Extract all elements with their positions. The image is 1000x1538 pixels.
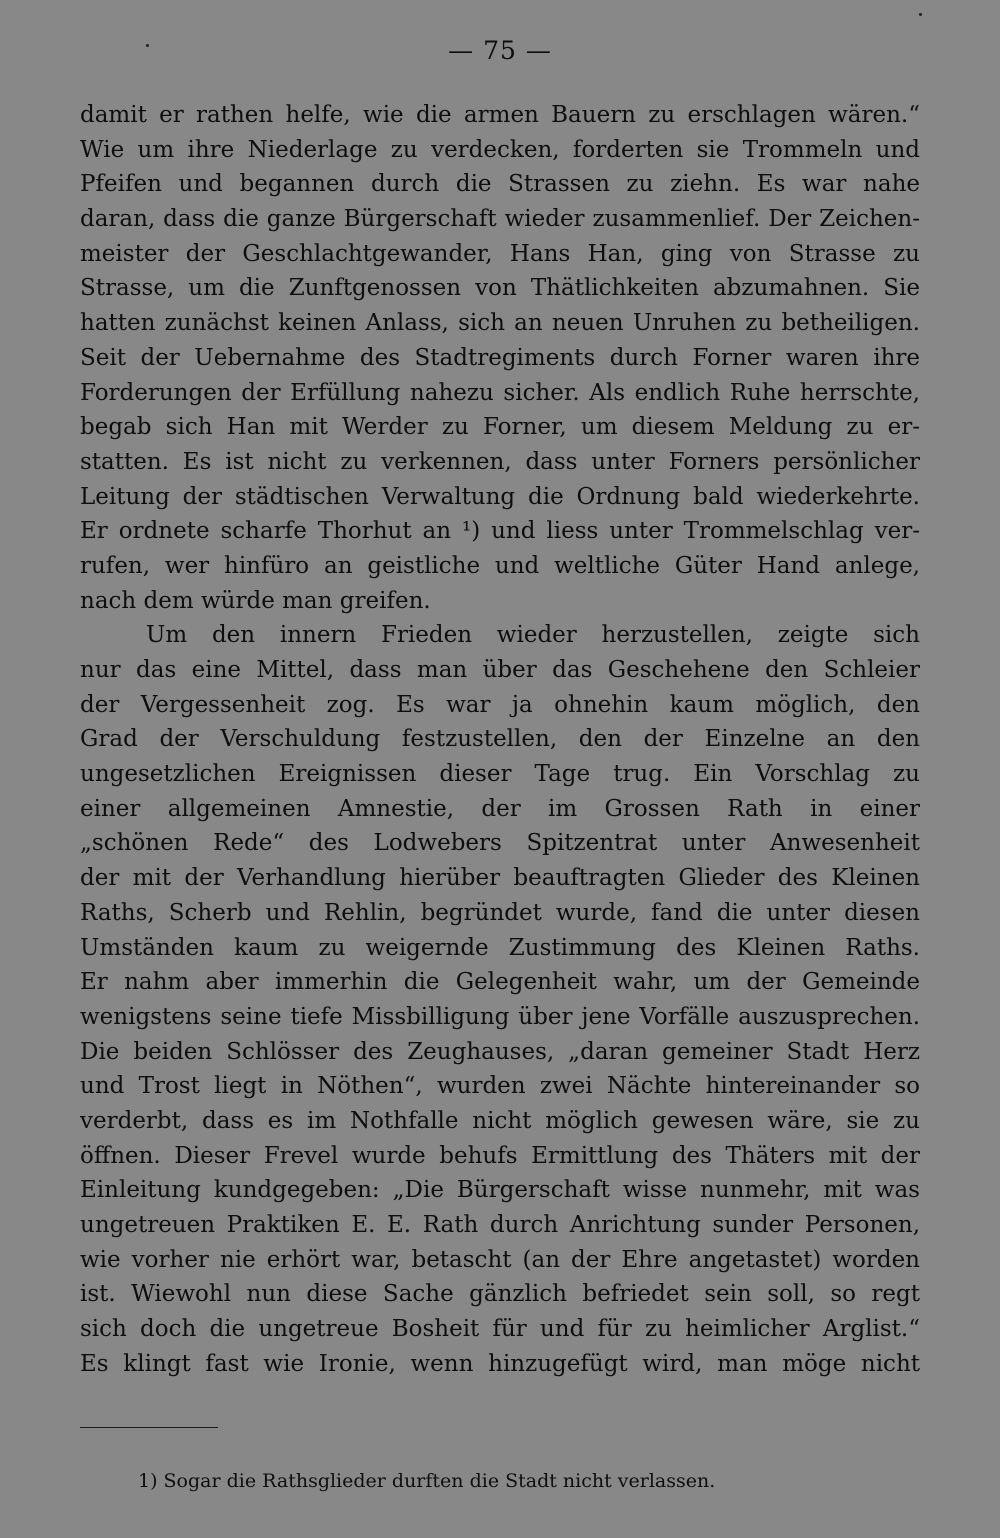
text-line: und Trost liegt in Nöthen“, wurden zwei Nächte hintereinander so — [80, 1073, 920, 1100]
text-line: Einleitung kundgegeben: „Die Bürgerschaft wisse nunmehr, mit was — [80, 1177, 920, 1204]
text-line: Pfeifen und begannen durch die Strassen zu ziehn. Es war nahe — [80, 171, 920, 198]
text-line: Umständen kaum zu weigernde Zustimmung des Kleinen Raths. — [80, 934, 920, 961]
text-line: nur das eine Mittel, dass man über das Geschehene den Schleier — [80, 657, 920, 683]
text-line: sich doch die ungetreue Bosheit für und für zu heimlicher Arglist.“ — [80, 1316, 920, 1343]
scan-speck — [919, 13, 922, 16]
text-line: rufen, wer hinfüro an geistliche und weltliche Güter Hand anlege, — [80, 552, 920, 579]
text-line: damit er rathen helfe, wie die armen Bauern zu erschlagen wären.“ — [80, 102, 920, 128]
footnote: 1) Sogar die Rathsglieder durften die Stadt nicht verlassen. — [138, 1470, 716, 1492]
text-line: Leitung der städtischen Verwaltung die Ordnung bald wiederkehrte. — [80, 483, 920, 510]
text-line: wie vorher nie erhört war, betascht (an der Ehre angetastet) worden — [80, 1246, 920, 1273]
text-line: Seit der Uebernahme des Stadtregiments durch Forner waren ihre — [80, 344, 920, 371]
text-line: Wie um ihre Niederlage zu verdecken, forderten sie Trommeln und — [80, 136, 920, 163]
body-text — [80, 98, 920, 1381]
text-line: ungesetzlichen Ereignissen dieser Tage trug. Ein Vorschlag zu — [80, 761, 920, 788]
text-line: daran, dass die ganze Bürgerschaft wieder zusammenlief. Der Zeichen- — [80, 206, 920, 233]
text-line: Um den innern Frieden wieder herzustellen, zeigte sich — [146, 622, 920, 649]
text-line: ist. Wiewohl nun diese Sache gänzlich befriedet sein soll, so regt — [80, 1281, 920, 1308]
scan-speck — [146, 44, 149, 47]
text-line: der Vergessenheit zog. Es war ja ohnehin kaum möglich, den — [80, 691, 920, 718]
text-line: statten. Es ist nicht zu verkennen, dass unter Forners persönlicher — [80, 448, 920, 475]
text-line: verderbt, dass es im Nothfalle nicht möglich gewesen wäre, sie zu — [80, 1107, 920, 1134]
text-line: hatten zunächst keinen Anlass, sich an neuen Unruhen zu betheiligen. — [80, 310, 920, 337]
text-line: meister der Geschlachtgewander, Hans Han, ging von Strasse zu — [80, 240, 920, 267]
text-line: ungetreuen Praktiken E. E. Rath durch Anrichtung sunder Personen, — [80, 1212, 920, 1238]
text-line: „schönen Rede“ des Lodwebers Spitzentrat unter Anwesenheit — [80, 830, 920, 857]
text-line: begab sich Han mit Werder zu Forner, um diesem Meldung zu er- — [80, 414, 920, 441]
text-line: Es klingt fast wie Ironie, wenn hinzugefügt wird, man möge nicht — [80, 1350, 920, 1377]
page-number: — 75 — — [448, 36, 552, 65]
text-line: nach dem würde man greifen. — [80, 587, 431, 614]
text-line: einer allgemeinen Amnestie, der im Grossen Rath in einer — [80, 795, 920, 822]
text-line: Forderungen der Erfüllung nahezu sicher. Als endlich Ruhe herrschte, — [80, 379, 920, 406]
text-line: Er nahm aber immerhin die Gelegenheit wahr, um der Gemeinde — [80, 969, 920, 996]
text-line: Die beiden Schlösser des Zeughauses, „daran gemeiner Stadt Herz — [80, 1038, 920, 1065]
text-line: Grad der Verschuldung festzustellen, den der Einzelne an den — [80, 726, 920, 753]
text-line: Er ordnete scharfe Thorhut an ¹) und liess unter Trommelschlag ver- — [80, 518, 920, 545]
text-line: wenigstens seine tiefe Missbilligung über jene Vorfälle auszusprechen. — [80, 1003, 920, 1030]
footnote-divider — [80, 1427, 218, 1428]
text-line: Raths, Scherb und Rehlin, begründet wurde, fand die unter diesen — [80, 899, 920, 926]
text-line: Strasse, um die Zunftgenossen von Thätlichkeiten abzumahnen. Sie — [80, 275, 920, 302]
text-line: der mit der Verhandlung hierüber beauftragten Glieder des Kleinen — [80, 865, 920, 892]
text-line: öffnen. Dieser Frevel wurde behufs Ermittlung des Thäters mit der — [80, 1142, 920, 1169]
